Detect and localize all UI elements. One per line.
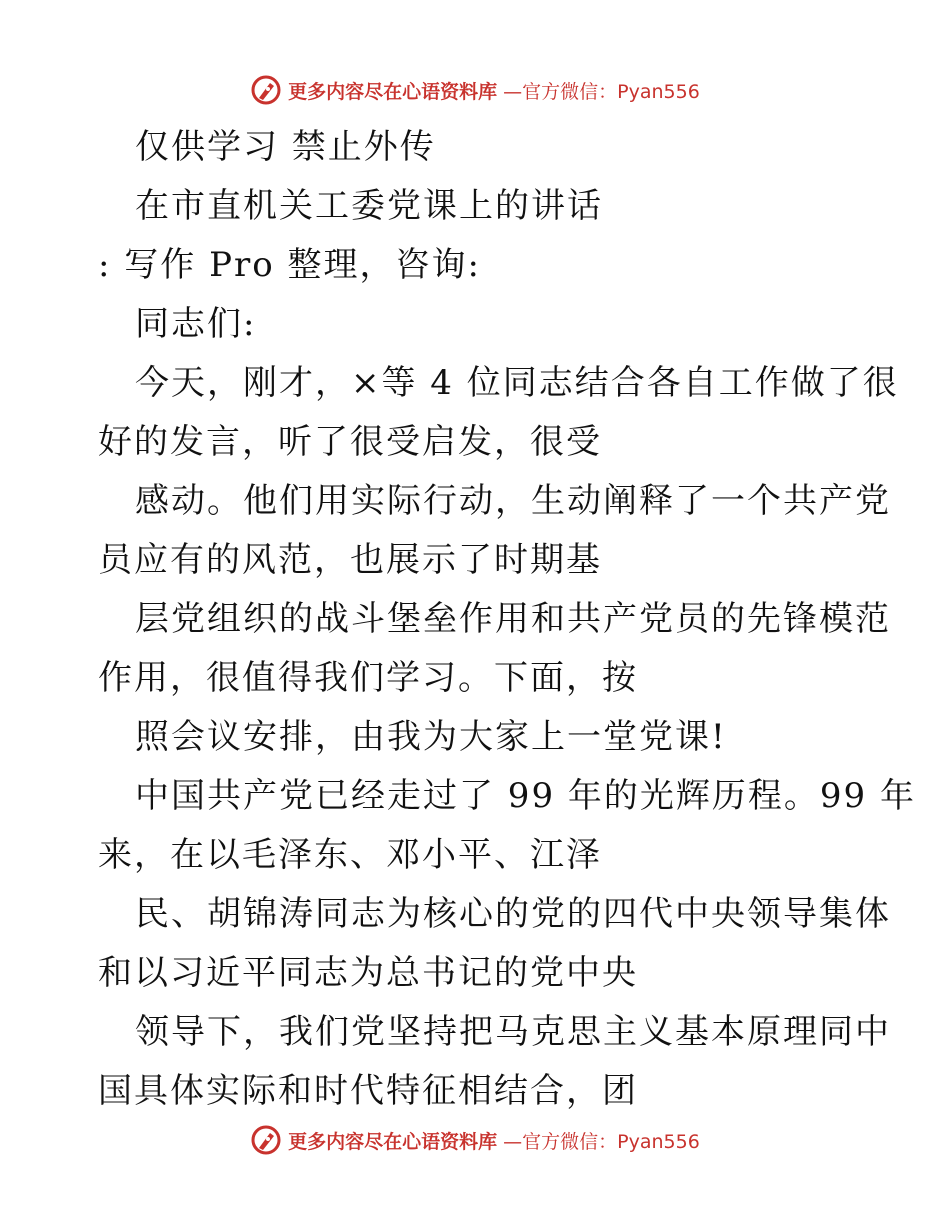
header-banner-text: 更多内容尽在心语资料库 bbox=[288, 80, 498, 103]
paragraph-line: 领导下，我们党坚持把马克思主义基本原理同中 bbox=[135, 1012, 891, 1052]
paragraph-line: 感动。他们用实际行动，生动阐释了一个共产党 bbox=[135, 481, 891, 521]
document-title: 在市直机关工委党课上的讲话 bbox=[135, 186, 603, 226]
document-body bbox=[98, 118, 916, 1121]
paragraph-line: 和以习近平同志为总书记的党中央 bbox=[98, 953, 638, 993]
paragraph-line: 民、胡锦涛同志为核心的党的四代中央领导集体 bbox=[135, 894, 891, 934]
paragraph-line: 今天，刚才，×等 4 位同志结合各自工作做了很 bbox=[135, 363, 899, 403]
footer-banner-contact: —官方微信：Pyan556 bbox=[503, 1130, 700, 1153]
pen-nib-logo-icon bbox=[250, 74, 282, 106]
pen-nib-logo-icon bbox=[250, 1124, 282, 1156]
header-banner-contact: —官方微信：Pyan556 bbox=[503, 80, 700, 103]
restriction-notice: 仅供学习 禁止外传 bbox=[135, 127, 436, 167]
footer-banner-text: 更多内容尽在心语资料库 bbox=[288, 1130, 498, 1153]
paragraph-line: 中国共产党已经走过了 99 年的光辉历程。99 年 bbox=[135, 776, 916, 816]
footer-banner bbox=[0, 1120, 950, 1160]
header-banner bbox=[0, 70, 950, 110]
paragraph-line: 作用，很值得我们学习。下面，按 bbox=[98, 658, 638, 698]
paragraph-line: 员应有的风范，也展示了时期基 bbox=[98, 540, 602, 580]
paragraph-line: 层党组织的战斗堡垒作用和共产党员的先锋模范 bbox=[135, 599, 891, 639]
compiler-note: : 写作 Pro 整理，咨询: bbox=[98, 245, 481, 285]
paragraph-line: 国具体实际和时代特征相结合，团 bbox=[98, 1071, 638, 1111]
paragraph-line: 来，在以毛泽东、邓小平、江泽 bbox=[98, 835, 602, 875]
salutation: 同志们: bbox=[135, 304, 257, 344]
paragraph-line: 照会议安排，由我为大家上一堂党课! bbox=[135, 717, 727, 757]
paragraph-line: 好的发言，听了很受启发，很受 bbox=[98, 422, 602, 462]
